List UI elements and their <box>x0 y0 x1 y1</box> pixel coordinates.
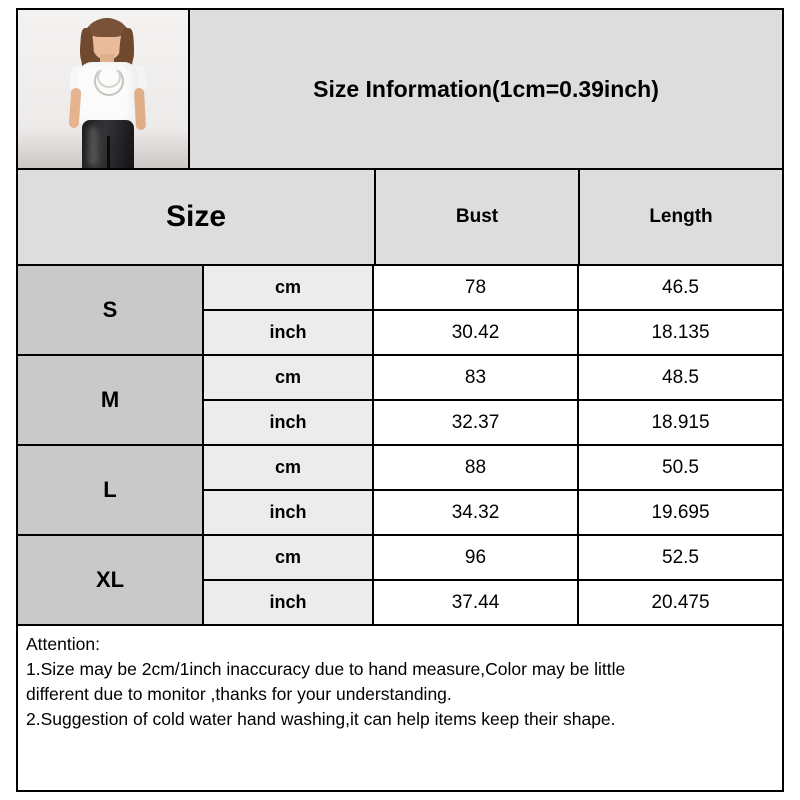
unit-label: cm <box>204 446 374 489</box>
length-value: 18.135 <box>579 311 782 354</box>
unit-label: inch <box>204 311 374 354</box>
length-value: 20.475 <box>579 581 782 624</box>
column-header-bust: Bust <box>376 170 580 264</box>
chart-header-row <box>18 10 782 170</box>
attention-line-2: different due to monitor ,thanks for your understanding. <box>26 684 452 705</box>
unit-label: cm <box>204 536 374 579</box>
measurement-row-inch <box>204 311 782 354</box>
model-pants-seam <box>107 136 110 168</box>
attention-line-1: 1.Size may be 2cm/1inch inaccuracy due to hand measure,Color may be little <box>26 659 626 680</box>
measurement-row-inch <box>204 491 782 534</box>
length-value: 52.5 <box>579 536 782 579</box>
unit-label: inch <box>204 581 374 624</box>
size-label-s: S <box>18 266 204 354</box>
bust-value: 37.44 <box>374 581 579 624</box>
length-value: 19.695 <box>579 491 782 534</box>
length-value: 46.5 <box>579 266 782 309</box>
bust-value: 96 <box>374 536 579 579</box>
measurement-row-inch <box>204 581 782 624</box>
unit-label: cm <box>204 266 374 309</box>
column-header-length: Length <box>649 206 713 227</box>
model-arm-right <box>134 88 146 130</box>
measurement-block-s <box>204 266 782 354</box>
bust-value: 88 <box>374 446 579 489</box>
bust-value: 30.42 <box>374 311 579 354</box>
model-photo-cell <box>18 10 190 168</box>
page-title: Size Information(1cm=0.39inch) <box>313 75 659 102</box>
length-value: 48.5 <box>579 356 782 399</box>
size-chart-table <box>16 8 784 792</box>
size-label-m: M <box>18 356 204 444</box>
measurement-block-xl <box>204 536 782 624</box>
attention-heading: Attention: <box>26 634 100 654</box>
size-label-xl: XL <box>18 536 204 624</box>
column-header-size: Size <box>18 170 376 264</box>
attention-line-3: 2.Suggestion of cold water hand washing,it can help items keep their shape. <box>26 709 616 730</box>
size-label-l: L <box>18 446 204 534</box>
bust-value: 32.37 <box>374 401 579 444</box>
bust-value: 83 <box>374 356 579 399</box>
table-row <box>18 536 782 626</box>
attention-notes <box>18 626 782 790</box>
model-pants-highlight <box>88 126 98 166</box>
column-header-row <box>18 170 782 266</box>
model-photo <box>18 10 188 168</box>
unit-label: inch <box>204 491 374 534</box>
model-hair-front <box>89 19 125 37</box>
measurement-row-cm <box>204 356 782 401</box>
unit-label: cm <box>204 356 374 399</box>
measurement-block-l <box>204 446 782 534</box>
model-necklace-inner <box>97 66 121 88</box>
length-value: 18.915 <box>579 401 782 444</box>
bust-value: 34.32 <box>374 491 579 534</box>
unit-label: inch <box>204 401 374 444</box>
length-value: 50.5 <box>579 446 782 489</box>
measurement-row-cm <box>204 536 782 581</box>
table-row <box>18 446 782 536</box>
bust-value: 78 <box>374 266 579 309</box>
table-row <box>18 266 782 356</box>
measurement-row-inch <box>204 401 782 444</box>
table-row <box>18 356 782 446</box>
measurement-row-cm <box>204 446 782 491</box>
chart-title-cell <box>190 10 782 168</box>
measurement-block-m <box>204 356 782 444</box>
table-body <box>18 266 782 790</box>
measurement-row-cm <box>204 266 782 311</box>
